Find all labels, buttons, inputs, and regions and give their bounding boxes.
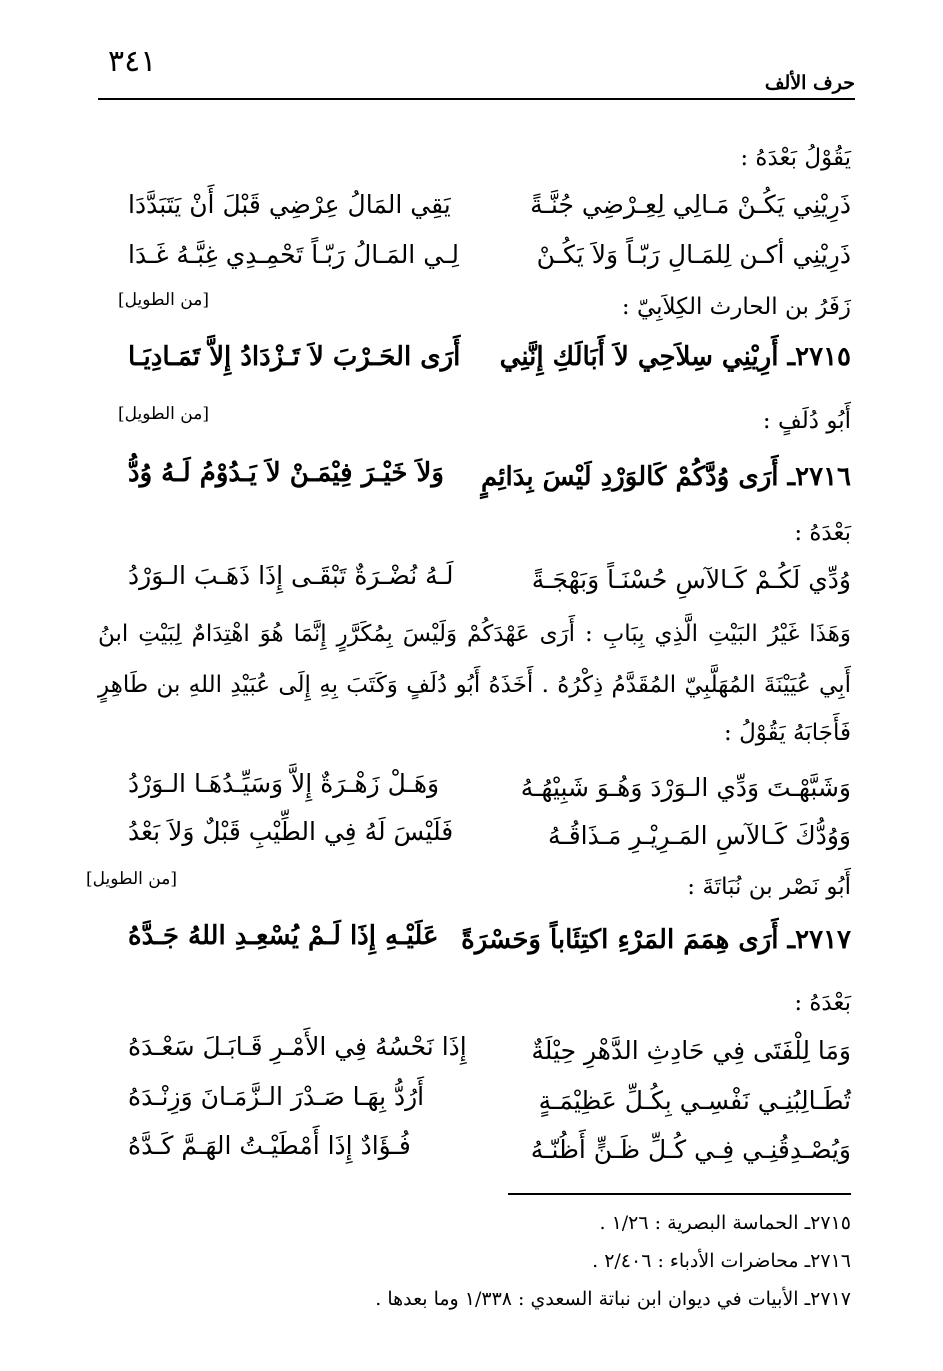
verse-hemistich-left: عَلَيْـهِ إِذَا لَـمْ يُسْعِـدِ اللهُ جَـدَّهُ <box>128 921 439 951</box>
verse-hemistich-left: فَلَيْسَ لَهُ فِي الطِّيْبِ قَبْلٌ وَلاَ بَعْدُ <box>128 817 454 846</box>
verse-intro: بَعْدَهُ : <box>794 520 851 546</box>
running-head: حرف الألف <box>764 72 855 94</box>
poet-name: أَبُو دُلَفٍ : <box>762 408 851 434</box>
verse-hemistich-left: أَرَى الحَـرْبَ لاَ تَـزْدَادُ إِلاَّ تَمَـادِيَـا <box>128 342 461 372</box>
poet-name: أَبُو نَصْر بن نُبَاتَةَ : <box>687 874 851 900</box>
footnote-rule <box>508 1193 851 1195</box>
verse-hemistich-right: وَيُصْـدِقُنِـي فِـي كُـلِّ ظَـنٍّ أَظُنّـهُ <box>530 1135 851 1164</box>
footnote: ٢٧١٦ـ محاضرات الأدباء : ٢/٤٠٦ . <box>592 1250 851 1272</box>
meter-label: [من الطويل] <box>118 290 209 310</box>
verse-hemistich-right: وَمَا لِلْفَتَى فِي حَادِثِ الدَّهْرِ حِيْلَةٌ <box>531 1036 851 1065</box>
verse-intro: يَقُوْلُ بَعْدَهُ : <box>740 145 851 171</box>
page-number: ٣٤١ <box>108 44 157 79</box>
footnote: ٢٧١٧ـ الأبيات في ديوان ابن نباتة السعدي : ١/٣٣٨ وما بعدها . <box>375 1288 851 1310</box>
verse-hemistich-left: لِـي المَـالُ رَبّـاً تَحْمِـدِي غِبَّـهُ غَـدَا <box>128 240 459 269</box>
verse-hemistich-left: لَـهُ نُضْـرَةٌ تَبْقَـى إِذَا ذَهَـبَ الـوَرْدُ <box>128 561 454 590</box>
verse-intro: بَعْدَهُ : <box>794 990 851 1016</box>
verse-hemistich-right: ٢٧١٥ـ أَرِيْنِي سِلاَحِي لاَ أَبَالَكِ إِنَّنِي <box>499 342 851 372</box>
verse-hemistich-left: إِذَا نَحْسُهُ فِي الأَمْـرِ قَـابَـلَ سَعْـدَهُ <box>128 1032 467 1061</box>
verse-hemistich-right: وَوُدُّكَ كَـالآسِ المَـرِيْـرِ مَـذَاقُـهُ <box>547 821 851 850</box>
prose-line: فَأَجَابَهُ يَقُوْلُ : <box>724 720 851 746</box>
footnote: ٢٧١٥ـ الحماسة البصرية : ١/٢٦ . <box>599 1212 851 1234</box>
verse-hemistich-right: وَشَبَّهْـتَ وَدِّي الـوَرْدَ وَهُـوَ شَبِيْهُـهُ <box>520 773 851 802</box>
verse-hemistich-right: ذَرِيْنِي أكـن لِلمَـالِ رَبّـاً وَلاَ يَكُـنْ <box>536 240 851 269</box>
verse-hemistich-right: وُدِّي لَكُـمْ كَـالآسِ حُسْنَـاً وَبَهْجَـةً <box>531 565 851 594</box>
prose-line: أَبِي عُيَيْنَةَ المُهَلَّبِيّ المُقَدَّمُ ذِكْرُهُ . أَخَذَهُ أَبُو دُلَفٍ وَكَتَبَ بِهِ إِلَى عُبَيْدِ اللهِ بن طَاهِرٍ <box>98 672 851 698</box>
header-rule <box>98 98 855 100</box>
verse-hemistich-left: يَقِي المَالُ عِرْضِي قَبْلَ أَنْ يَتَبَدَّدَا <box>128 190 451 219</box>
verse-hemistich-left: أَرُدُّ بِهَـا صَـدْرَ الـزَّمَـانَ وَزِنْـدَهُ <box>128 1082 425 1111</box>
poet-name: زَفَرُ بن الحارث الكِلاَبِيّ : <box>621 294 851 320</box>
verse-hemistich-right: ذَرِيْنِي يَكُـنْ مَـالِي لِعِـرْضِي جُنَّـةً <box>530 190 851 219</box>
prose-line: وَهَذَا غَيْرُ البَيْتِ الَّذِي بِبَابِ : أَرَى عَهْدَكُمْ وَلَيْسَ بِمُكَرَّرٍ إِنَّمَا هُوَ اهْتِدَامٌ لِبَيْتِ ابنُ <box>98 621 851 647</box>
verse-hemistich-right: ٢٧١٧ـ أَرَى هِمَمَ المَرْءِ اكتِئَاباً وَحَسْرَةً <box>461 925 851 955</box>
meter-label: [من الطويل] <box>86 869 177 889</box>
verse-hemistich-left: وَلاَ خَيْـرَ فِيْمَـنْ لاَ يَـدُوْمُ لَـهُ وُدُّ <box>128 458 444 488</box>
verse-hemistich-left: فُـؤَادٌ إِذَا أَمْطَيْـتُ الهَـمَّ كَـدَّهُ <box>128 1131 411 1160</box>
verse-hemistich-right: ٢٧١٦ـ أَرَى وُدَّكُمْ كَالوَرْدِ لَيْسَ بِدَائِمٍ <box>480 462 851 492</box>
meter-label: [من الطويل] <box>118 404 209 424</box>
verse-hemistich-right: تُطَـالِبُنِـي نَفْسِـي بِكُـلِّ عَظِيْمَـةٍ <box>538 1086 851 1115</box>
verse-hemistich-left: وَهَـلْ زَهْـرَةٌ إِلاَّ وَسَيِّـدُهَـا الـوَرْدُ <box>128 769 440 798</box>
